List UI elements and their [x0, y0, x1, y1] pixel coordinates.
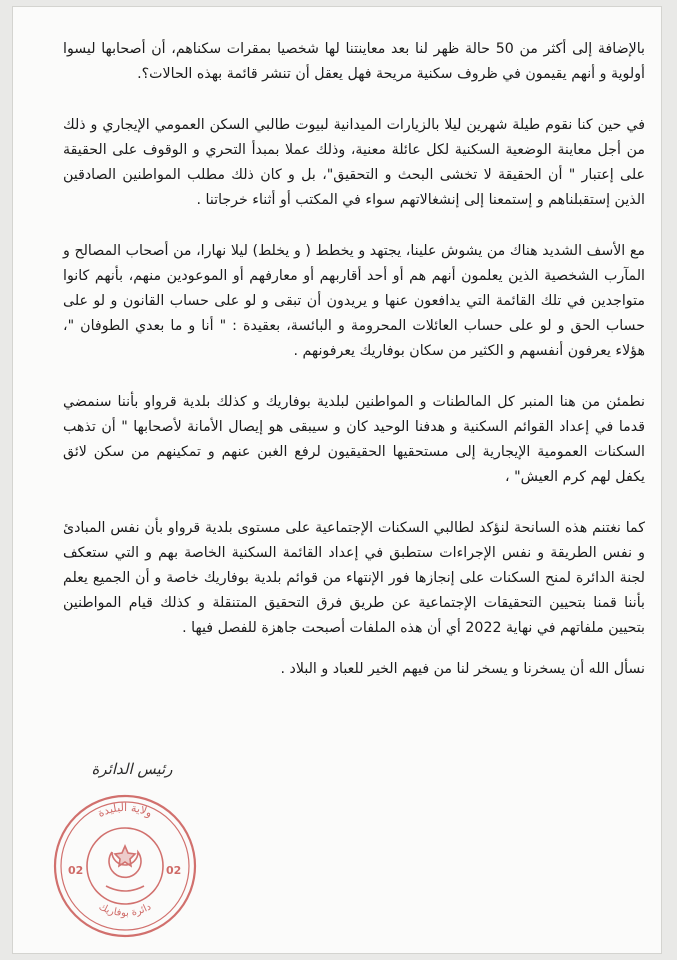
- letter-body: [63, 37, 645, 682]
- paragraph-2: في حين كنا نقوم طيلة شهرين ليلا بالزيارات الميدانية لبيوت طالبي السكن العمومي الإيجاري و ذلك من أجل معاينة الوضعية السكنية لكل عائلة معنية، وذلك عملا بمبدأ التحري و الوقوف على الحقيقة على إعتبار " أن الحقيقة لا تخشى البحث و التحقيق"، بل و كان ذلك مطلب المواطنين الصادقين الذين إستقبلناهم و إستمعنا إلى إنشغالاتهم سواء في المكتب أو أثناء خرجاتنا .: [63, 117, 645, 208]
- paragraph-4: نطمئن من هنا المنبر كل المالطنات و المواطنين لبلدية بوفاريك و كذلك بلدية قرواو بأننا سنمضي قدما في إعداد القوائم السكنية و هدفنا الوحيد كان و سيبقى هو إيصال الأمانة لأصحابها " أن تذهب السكنات العمومية الإيجارية إلى مستحقيها الحقيقيون لرفع الغبن عنهم و تمكينهم من سكن لائق يكفل لهم كرم العيش" ،: [63, 394, 645, 485]
- paragraph-5: كما نغتنم هذه السانحة لنؤكد لطالبي السكنات الإجتماعية على مستوى بلدية قرواو بأن نفس المبادئ و نفس الطريقة و نفس الإجراءات ستطبق في إعداد القائمة السكنية الخاصة بهم و التي ستعكف لجنة الدائرة لمنح السكنات على إنجازها فور الإنتهاء من قوائم بلدية بوفاريك خاصة و أن الجميع يعلم بأننا قمنا بتحيين التحقيقات الإجتماعية عن طريق فرق التحقيق المتنقلة و كذلك قيام المواطنين بتحيين ملفاتهم في نهاية 2022 أي أن هذه الملفات أصبحت جاهزة للفصل فيها .: [63, 520, 645, 636]
- closing-line: نسأل الله أن يسخرنا و يسخر لنا من فيهم الخير للعباد و البلاد .: [280, 661, 645, 677]
- stamp-inner-ring: [87, 828, 163, 904]
- stamp-outer-text: ولاية البليدة: [95, 801, 155, 820]
- stamp-right-number: 02: [166, 864, 182, 877]
- paragraph-1: بالإضافة إلى أكثر من 50 حالة ظهر لنا بعد معاينتنا لها شخصيا بمقرات سكناهم، أن أصحابها ليسوا أولوية و أنهم يقيمون في ظروف سكنية مريحة فهل يعقل أن تنشر قائمة بهذه الحالات؟.: [63, 41, 645, 82]
- stamp-left-number: 02: [68, 864, 84, 877]
- signature-title: رئيس الدائرة: [91, 760, 173, 778]
- stamp-inner-text: دائرة بوفاريك: [96, 901, 154, 919]
- official-stamp: [46, 782, 204, 940]
- paragraph-3: مع الأسف الشديد هناك من يشوش علينا، يجتهد و يخطط ( و يخلط) ليلا نهارا، من أصحاب المصالح و المآرب الشخصية الذين يعلمون أنهم هم أو أحد أقاربهم أو معارفهم أو الموعودين منهم، بأنهم كانوا متواجدين في تلك القائمة التي يدافعون عنها و يريدون أن تبقى و لو على حساب القانون و لو على حساب الحق و لو على حساب العائلات المحرومة و البائسة، بعقيدة : " أنا و ما بعدي الطوفان "، هؤلاء يعرفون أنفسهم و الكثير من سكان بوفاريك يعرفونهم .: [63, 243, 645, 359]
- stamp-emblem: [106, 846, 144, 891]
